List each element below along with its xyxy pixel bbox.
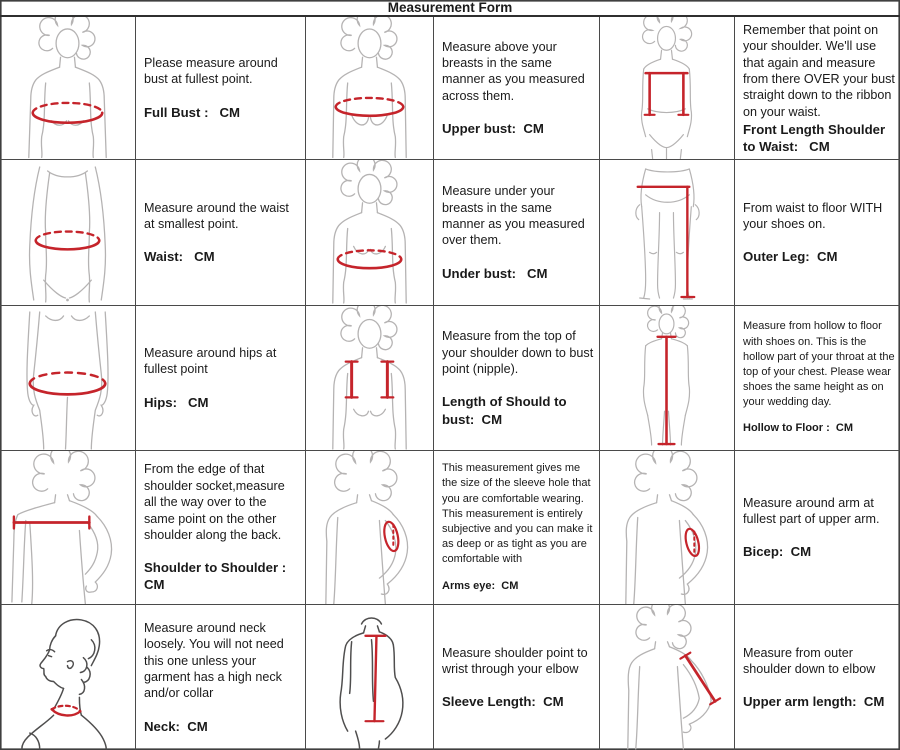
arms-eye-figure	[306, 451, 434, 605]
neck-cell	[136, 605, 306, 750]
hollow-to-floor-cell	[735, 306, 900, 451]
sleeve-length-figure	[306, 605, 434, 750]
front-length-shoulder-to-waist-figure	[600, 17, 735, 160]
hips-label: Hips: CM	[144, 394, 209, 410]
hollow-to-floor-instruction: Measure from hollow to floor with shoes on. This is the hollow part of your throat at the top of your chest. Please wear shoes the same height as on your wedding day.	[743, 320, 898, 409]
arms-eye-instruction: This measurement gives me the size of the sleeve hole that you are comfortable wearing. This measurement is entirely subjective and you can make it as deep or as tight as you are comfortable with	[442, 462, 596, 566]
outer-leg-instruction: From waist to floor WITH your shoes on.	[743, 200, 886, 231]
under-bust-instruction: Measure under your breasts in the same manner as you measured over them.	[442, 184, 589, 248]
front-length-label: Front Length Shoulder to Waist: CM	[743, 122, 889, 155]
bicep-label: Bicep: CM	[743, 544, 812, 560]
upper-bust-label: Upper bust: CM	[442, 121, 544, 137]
form-title: Measurement Form	[0, 0, 900, 17]
waist-instruction: Measure around the waist at smallest point.	[144, 200, 293, 231]
under-bust-label: Under bust: CM	[442, 265, 548, 281]
shoulder-to-bust-instruction: Measure from the top of your shoulder down to bust point (nipple).	[442, 329, 597, 377]
sleeve-length-instruction: Measure shoulder point to wrist through your elbow	[442, 645, 592, 676]
hollow-to-floor-figure	[600, 306, 735, 451]
sleeve-length-cell	[434, 605, 600, 750]
neck-instruction: Measure around neck loosely. You will not need this one unless your garment has a high neck and/or collar	[144, 621, 288, 701]
full-bust-figure	[0, 17, 136, 160]
full-bust-cell	[136, 17, 306, 160]
shoulder-to-shoulder-instruction: From the edge of that shoulder socket,measure all the way over to the same point on the other shoulder along the back.	[144, 462, 289, 542]
bicep-figure	[600, 451, 735, 605]
front-length-instruction: Remember that point on your shoulder. We'll use that again and measure from there OVER your bust straight down to the ribbon on your waist.	[743, 23, 899, 119]
shoulder-to-shoulder-cell	[136, 451, 306, 605]
upper-bust-cell	[434, 17, 600, 160]
under-bust-cell	[434, 160, 600, 306]
front-length-cell	[735, 17, 900, 160]
shoulder-to-bust-cell	[434, 306, 600, 451]
outer-leg-label: Outer Leg: CM	[743, 249, 838, 265]
hips-cell	[136, 306, 306, 451]
shoulder-to-shoulder-figure	[0, 451, 136, 605]
hollow-to-floor-label: Hollow to Floor : CM	[743, 422, 853, 435]
arms-eye-cell	[434, 451, 600, 605]
hips-figure	[0, 306, 136, 451]
upper-arm-length-instruction: Measure from outer shoulder down to elbow	[743, 645, 876, 676]
upper-arm-length-label: Upper arm length: CM	[743, 694, 885, 710]
upper-arm-length-cell	[735, 605, 900, 750]
upper-bust-instruction: Measure above your breasts in the same manner as you measured across them.	[442, 39, 589, 103]
shoulder-to-bust-figure	[306, 306, 434, 451]
bicep-instruction: Measure around arm at fullest part of upper arm.	[743, 495, 880, 526]
upper-bust-figure	[306, 17, 434, 160]
neck-label: Neck: CM	[144, 718, 208, 734]
arms-eye-label: Arms eye: CM	[442, 579, 519, 592]
waist-label: Waist: CM	[144, 249, 215, 265]
outer-leg-figure	[600, 160, 735, 306]
full-bust-instruction: Please measure around bust at fullest point.	[144, 56, 282, 87]
shoulder-to-shoulder-label: Shoulder to Shoulder : CM	[144, 560, 290, 593]
under-bust-figure	[306, 160, 434, 306]
bicep-cell	[735, 451, 900, 605]
outer-leg-cell	[735, 160, 900, 306]
waist-cell	[136, 160, 306, 306]
upper-arm-length-figure	[600, 605, 735, 750]
neck-figure	[0, 605, 136, 750]
hips-instruction: Measure around hips at fullest point	[144, 346, 280, 377]
shoulder-to-bust-label: Length of Should to bust: CM	[442, 394, 571, 427]
waist-figure	[0, 160, 136, 306]
full-bust-label: Full Bust : CM	[144, 104, 240, 120]
sleeve-length-label: Sleeve Length: CM	[442, 694, 564, 710]
